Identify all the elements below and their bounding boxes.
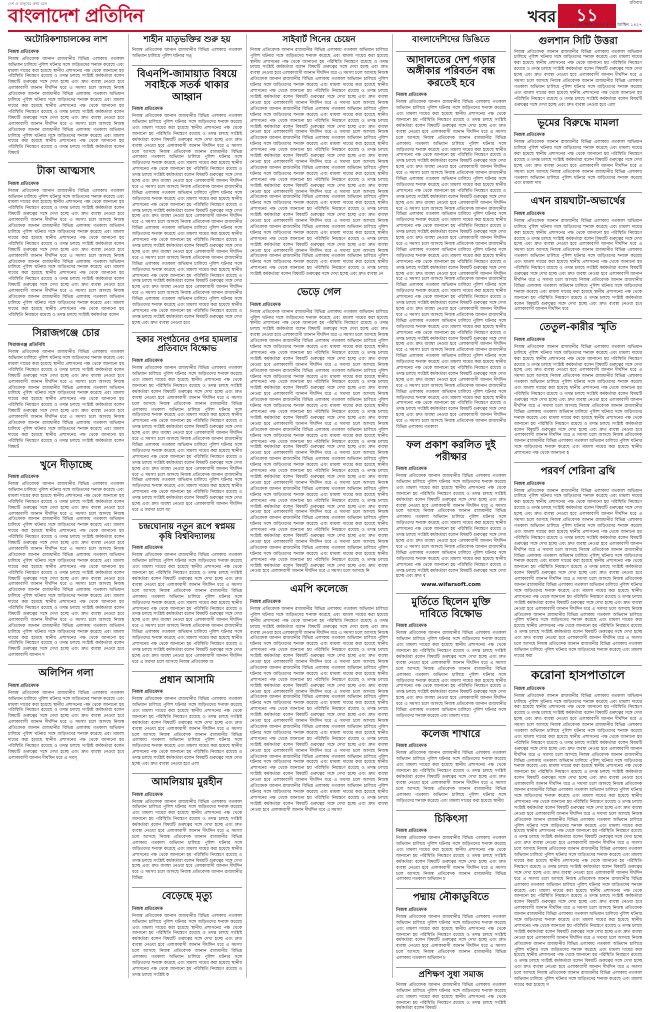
masthead [8, 1, 642, 32]
story-headline: অলিপিন গলা [38, 668, 94, 680]
story-headline: পরবর্ণ শেরিনা ব্রথি [540, 466, 616, 478]
news-story [514, 669, 642, 989]
story-headline: আদালতের দেশ গড়ার অঙ্গীকার পরিবর্তন বন্ধ করতেই হবে [406, 54, 496, 89]
news-story [396, 36, 506, 46]
news-story [132, 523, 242, 666]
story-body: নিজস্ব প্রতিবেদক জানান রাজধানীর বিভিন্ন এলাকায় গতকাল অভিযান চালিয়ে পুলিশ ঘটনার সঙ্গে জড়িতদের শনাক্ত করেছে এবং মামলা দায়ের করা হয়েছে স্থানীয় প্রশাসনের পক্ষ থেকে জানানো হয় পরিস্থিতি নিয়ন্ত্রণে রয়েছে ও তদন্ত চলছে সংশ্লিষ্ট কর্মকর্তারা বলেন বিষয়টি গুরুত্বের সঙ্গে দেখা হচ্ছে এবং দ্রুত ব্যবস্থা নেওয়া হবে এলাকাবাসী জানান দীর্ঘদিন ধরে এ সমস্যা চলে আসছে নিজস্ব প্রতিবেদক জানান রাজধানীর বিভিন্ন এলাকায় গতকাল অভিযান চালিয়ে পুলিশ ঘটনার সঙ্গে জড়িতদের শনাক্ত করেছে এবং মামলা দায়ের করা হয়েছে স্থানীয় প্রশাসনের পক্ষ থেকে জানানো হয় পরিস্থিতি নিয়ন্ত্রণে রয়েছে ও তদন্ত চলছে সংশ্লিষ্ট কর্মকর্তারা বলেন বিষয়টি গুরুত্বের সঙ্গে দেখা হচ্ছে এবং দ্রুত ব্যবস্থা নেওয়া হবে এলাকাবাসী জানান দীর্ঘদিন ধরে এ সমস্যা চলে আসছে নিজস্ব প্রতিবেদক জানান রাজধানীর বিভিন্ন এলাকায় গতকাল অভিযান চালিয়ে পুলিশ ঘটনার সঙ্গে জড়িতদের শনাক্ত করেছে এবং মামলা দায়ের করা হয়েছে স্থানীয় প্রশাসনের পক্ষ থেকে জানানো হয় পরিস্থিতি নিয়ন্ত্রণে রয়েছে ও তদন্ত চলছে সংশ্লিষ্ট কর্মকর্তারা বলেন বিষয়টি গুরুত্বের সঙ্গে দেখা হচ্ছে এবং দ্রুত ব [396, 474, 506, 580]
story-divider [396, 436, 506, 437]
story-byline: নিজস্ব প্রতিবেদক [396, 93, 427, 99]
story-body: নিজস্ব প্রতিবেদক জানান রাজধানীর বিভিন্ন এলাকায় গতকাল অভিযান চালিয়ে পুলিশ ঘটনার সঙ্গে জড়িতদের শনাক্ত করেছে এবং মামলা দায়ের করা হয়েছে স্থানীয় প্রশাসনের পক্ষ থেকে জানানো হয় পরিস্থিতি নিয়ন্ত্রণে রয়েছে ও তদন্ত চলছে সংশ্লিষ্ট কর্মকর্তারা বলেন বিষয়টি গুরুত্বের সঙ্গে দেখা হচ্ছে এবং দ্রুত ব্যবস্থা নেওয়া হবে এলাকাবাসী জানান দীর্ঘদিন ধরে এ সমস্যা চলে আসছে নিজস্ব প্রতিবেদক জানান রাজধানীর বিভিন্ন এলাকায় গতকাল অভিযান চ [396, 914, 506, 962]
story-divider [8, 456, 124, 457]
story-headline: ভেড়ে গেল [296, 287, 342, 299]
story-divider [396, 51, 506, 52]
column-1 [8, 34, 124, 978]
story-body: নিজস্ব প্রতিবেদক জানান রাজধানীর বিভিন্ন এলাকায় গতকাল অভিযান চালিয়ে পুলিশ ঘটনার সঙ্গে জড়িতদের শনাক্ত করেছে এবং মামলা দায়ের করা হয়েছে স্থানীয় প্রশাসনের পক্ষ থেকে জানানো হয় পরিস্থিতি নিয়ন্ত্রণে রয়েছে ও তদন্ত চলছে সংশ্লিষ্ট কর্মকর্তারা বলেন বিষয়টি গুরুত্বের সঙ্গে দেখা হচ্ছে এবং দ্রুত ব্যবস্থা নেওয়া হবে এলাকাবাসী জানান দীর্ঘদিন ধরে এ সমস্যা চলে আসছে নিজস্ব প্রতিবেদক জানান রাজধানীর বিভিন্ন এলাকায় গতকাল অভিযান চালিয়ে পুলিশ ঘটনার সঙ্গে জড়িতদের শনাক্ত করেছে এবং মামলা দায়ের করা হয়েছে স্থানীয় প্রশাসনের পক্ষ থেকে জানানো হয় পরিস্থিতি নিয়ন্ত্রণে রয়েছে ও তদন্ত চলছে সংশ্লিষ্ট কর্মকর্তারা বলেন বিষয়টি গুরুত্বের সঙ্গে দেখা হচ্ছে এবং দ্রুত ব্যবস্থা নেওয়া হবে এলাকাবাসী জানান দীর্ঘদিন ধরে এ সমস্যা চলে আসছে নিজস্ব প্রতিবেদক জানান রাজধানীর বিভিন্ন [132, 799, 242, 882]
story-body: নিজস্ব প্রতিবেদক জানান রাজধানীর বিভিন্ন এলাকায় গতকাল অভিযান চালিয়ে পুলিশ ঘটনার সঙ্গে জড়িতদের শনাক্ত করেছে এবং মামলা দায়ের করা হয়েছে স্থানীয় প্রশাসনের পক্ষ থেকে জানানো হয় পরিস্থিতি নিয়ন্ত্রণে রয়েছে ও তদন্ত চলছে সংশ্লিষ্ট কর্মকর্তারা বলেন বিষয়টি গুরুত্বের সঙ্গে দেখা হচ্ছে এবং দ্রুত ব্যবস্থা নেওয়া হবে এলাকাবাসী জানান দীর্ঘদিন ধরে এ সমস্যা চলে আসছে নিজস্ব প্রতিবেদক জানান রাজধানীর বিভিন্ন এলাকায় গতকাল অভিযান চালিয়ে পুলিশ ঘটনার সঙ্গে জড়িতদের শনাক্ত করেছে এবং মামলা দায়ের করা হয়েছে স্থানীয় প্রশাসনের পক্ষ থেকে জানানো হয় পরিস্থিতি নিয়ন্ত্রণে রয়েছে ও তদন্ত চলছে সংশ্লিষ্ট কর্মকর্তারা বলেন বিষয়টি গুরুত্বের সঙ্গে দেখা হচ্ছে এবং দ্রুত ব্যবস্থা নেওয়া হবে এলাকাবাসী জানান দীর্ঘদিন ধরে এ সমস্যা চলে আসছে নিজস্ব প্রতিবেদক জানান রাজধানীর বিভিন্ন এলাকায় গতকাল অভিযান চালিয়ে পুলিশ ঘটনার সঙ্গে জড়িতদের শনাক্ত করেছে এবং মামলা দায়ের করা হয়েছে স্থানীয় প্রশাসনের পক্ষ থেকে জানানো হয় পরিস্থিতি নিয়ন্ত্রণে রয়েছে ও তদন্ত চলছে সংশ্লিষ্ট কর্মকর্তারা বলেন বিষয়টি গুরুত্বের সঙ্গে দেখা হচ্ছে এবং দ্রুত ব্যবস্থা নেওয়া হবে এলাকাবাসী জানান দীর্ঘদিন ধরে এ সমস্যা চলে আসছে নিজস্ব প্রতিবেদক জানান রাজধানীর বিভিন্ন এলাকায় গতকাল অভিযান চালিয়ে পুলিশ ঘটনার সঙ্গে জড়িতদের শনাক্ত করেছে এবং মামলা দায়ের করা হয়েছে স্থানীয় প্রশাসনের পক্ষ থেকে জানানো হয় পরিস্থিতি নিয়ন্ত্রণে রয়েছে ও তদন্ত চলছে সংশ্লিষ্ট কর্মকর্তারা বলেন বিষয়টি গুরুত্বের সঙ্গে দেখা হচ্ছে এবং দ্রুত ব্যবস্থা নেওয়া হবে এলাকাবাসী জানান দীর্ঘদিন ধরে এ সমস্যা চলে আসছে নিজস্ব প্রতিবেদক জানান রাজধানীর বিভিন্ন এলাকায় গতকাল অভিযান চালিয়ে পুলিশ ঘটনার সঙ্গে জড়িতদের শনাক্ত করেছে এবং মামলা দায়ের করা হয়েছে স্থানীয় প্রশাসনের পক্ষ থেকে জানানো হয় পরিস্থিতি নিয়ন্ত্রণে রয়েছে ও তদন্ত চলছে সংশ্লিষ্ট কর্মকর্তারা বলেন বিষয়টি গুরুত্বের সঙ্গে দেখা হচ্ছে এবং দ্রুত ব্যবস্থা নেওয়া হবে এলাকাবাসী জানান দীর্ঘদিন ধরে এ সমস্যা চলে আসছে নিজস্ব প্রতিবেদক জানান রাজধানীর বিভিন্ন এলাকায় গতকাল অভিযান চালিয়ে পুলিশ ঘটনার সঙ্গে জড়িতদের শনাক্ত করেছে এবং মামলা দায়ের করা [514, 488, 642, 659]
section-title: খবর [527, 7, 556, 26]
story-headline: আমলিয়ায় মুরহীন [151, 777, 223, 789]
story-byline: নিজস্ব প্রতিবেদক [132, 690, 163, 696]
story-divider [396, 593, 506, 594]
story-byline: নিজস্ব প্রতিবেদক [8, 475, 39, 481]
column-3 [250, 34, 388, 978]
story-headline: খুনে দীড়াচ্ছে [40, 459, 92, 471]
story-byline: নিজস্ব প্রতিবেদক [132, 906, 163, 912]
news-story [132, 336, 242, 514]
story-byline: নিজস্ব প্রতিবেদক [250, 302, 281, 308]
column-rule [392, 34, 393, 978]
news-story [132, 777, 242, 882]
story-body: নিজস্ব প্রতিবেদক জানান রাজধানীর বিভিন্ন এলাকায় গতকাল অভিযান চালিয়ে পুলিশ ঘটনার সঙ্ [132, 47, 242, 59]
dateline-date: ২৭ সেপ্টেম্বর ২০২০ | ১২ আশ্বিন ১৪২৭ [569, 23, 642, 28]
news-story [396, 440, 506, 588]
story-divider [132, 671, 242, 672]
story-divider [132, 773, 242, 774]
story-body: নিজস্ব প্রতিবেদক জানান রাজধানীর বিভিন্ন এলাকায় গতকাল অভিযান চালিয়ে পুলিশ ঘটনার সঙ্গে জড়িতদের শনাক্ত করেছে এবং মামলা দায়ের করা হয়েছে স্থানীয় প্রশাসনের পক্ষ থেকে জানানো হয় পরিস্থিতি নিয়ন্ত্রণে রয়েছে ও তদন্ত চলছে সংশ্লিষ্ট কর্মকর্তারা বলেন বিষয়টি গুরুত্বের সঙ্গে দেখা হচ্ছে এবং দ্রুত ব্যবস্থা নেওয়া হবে এলাকাবাসী জানান দীর্ঘদিন ধরে এ সমস্যা চলে আসছে নিজস্ব প্রতিবেদক জানান রাজধানীর বিভিন্ন এলাকায় গতকাল অভিযান চালিয়ে পুলিশ ঘটনার সঙ্গে জড়িতদের শনাক্ত করেছে এবং মামলা দায়ের করা হয়েছে স্থানীয় প্রশাসনের পক্ষ থেকে জানানো হয় পরিস্থিতি নিয়ন্ত্রণে রয়েছে ও তদন্ত চলছে সংশ্লিষ্ট কর্মকর্তারা বলেন বিষয়টি গুরুত্বের সঙ্গে দেখা হচ্ছে এবং দ্রুত ব্যবস্থা নেওয়া হবে এলাকাবাসী জানান দীর্ঘদিন ধরে এ সমস্যা চলে আসছে নিজস্ব প্রতিবেদক জানান রাজধানীর বিভিন্ন এলাকায় গতকাল অভিযান চালিয়ে পুলিশ ঘটনার সঙ্গে জড়িতদের শনাক্ত করেছে এবং মামলা দায়ের করা হয়েছে স্থানীয় প্রশাসনের পক্ষ থেকে জানানো হয় পরিস্থিতি নিয়ন্ত্রণে রয়েছে ও তদন্ত চলছে সংশ্লিষ্ট কর্মকর্তারা বলেন বিষয়টি গুরুত্বের সঙ্গে দেখা হচ্ছে এবং দ্রুত ব্যবস্থা নেওয়া হবে এলাকাবাসী জানান দীর্ঘদিন ধরে এ সমস্যা চলে আসছে নিজস্ব প্রতিবেদক জানান রাজধানীর বিভিন্ন এলাকায় গতকাল অভিযান চালিয়ে পুলিশ ঘটনার সঙ্গে জড়িতদের শনাক্ত করেছে এবং মামলা দায়ের করা হয়েছে স্থানীয় প্রশাসনের পক্ষ থেকে জানানো হয় পরিস্থিতি নিয়ন্ত্রণে রয়েছে ও তদন্ত চলছে সংশ্লিষ্ট কর্মকর্তারা বলেন বিষয়টি গুরুত্বের সঙ্গে দেখা হচ্ছে এবং দ্রুত ব্যবস্থা নেওয়া হবে এলাকাবাসী জানান দীর্ঘদিন ধরে এ সমস্যা চলে আসছে নিজস্ব প্রতিবেদক জানান রাজধানীর বিভিন্ন এলাকায় গতকাল অভিযান চালিয়ে পুলিশ ঘটনার সঙ্গে জড়িতদের শনাক্ত করেছে এবং মামলা দায়ের করা হয়েছে স্থানীয় প্রশাসনের পক্ষ থেকে জানানো হয় পরিস্থিতি নিয়ন্ত্রণে রয়েছে ও তদন্ত চলছে সংশ্লিষ্ট কর্মকর্তারা বলেন বিষয়টি গুরুত্বের সঙ্গে দেখা হচ্ছে এবং দ্রুত ব্যবস্থা নেওয়া হবে এলাকাবাসী জানান দীর্ঘদিন ধরে এ সমস্যা চলে আসছে নিজস্ব প্রতিবেদক জানান রাজধানীর বিভিন্ন এলাকায় গতকাল অভিযান চালিয়ে পুলিশ ঘটনার সঙ্গে জড়িতদের শনাক্ত করেছে এবং মামলা দায়ের করা হয়েছে স্থানীয় প্রশাসনের পক্ষ থেকে জানানো হয় পরিস্থিতি নিয়ন্ত্রণে রয়েছে ও তদন্ত চলছে সংশ্লিষ্ট কর্মকর্তারা বলেন বিষয়টি গুরুত্বের সঙ্গে দেখা হচ্ছে এবং দ্রুত ব্যবস্থা নেওয়া হবে [132, 114, 242, 326]
story-byline: সিরাজগঞ্জ প্রতিনিধি [8, 343, 45, 349]
story-body: নিজস্ব প্রতিবেদক জানান রাজধানীর বিভিন্ন এলাকায় গতকাল অভিযান চালিয়ে পুলিশ ঘটনার সঙ্গে জড়িতদের শনাক্ত করেছে এবং মামলা দায়ের করা হয়েছে স্থানীয় প্রশাসনের পক্ষ থেকে জানানো হয় পরিস্থিতি নিয়ন্ত্রণে রয়েছে ও তদন্ত চলছে সংশ্লিষ্ট কর্মকর্তারা বলেন বিষয়টি গুরুত্বের সঙ্গে দেখা হচ্ছে এবং দ্রুত ব্যবস্থা নেওয়া হবে এলাকাবাসী জানান দীর্ঘদিন ধরে এ সমস্যা চলে আসছে নিজস্ব প্রতিবেদক জানান রাজধানীর বিভিন্ন এলাকায় গতকাল অভিযান চালিয়ে পুলিশ ঘটনার সঙ্গে জড়িতদের শনাক্ত করেছে এবং মামলা দায [514, 140, 642, 187]
story-divider [514, 192, 642, 193]
news-story [8, 668, 124, 761]
page-number-badge: ১১ [558, 4, 616, 28]
story-body: নিজস্ব প্রতিবেদক জানান রাজধানীর বিভিন্ন এলাকায় গতকাল অভিযান চালিয়ে পুলিশ ঘটনার সঙ্গে জড়িতদের শনাক্ত করেছে এবং মামলা দায়ের করা হয়েছে স্থানীয় প্রশাসনের পক্ষ থেকে জানানো হয় পরিস্থিতি নিয়ন্ত্রণে রয়েছে ও তদন্ত চলছে সংশ্লিষ্ট কর্মকর্তারা বলেন বিষয়টি গুরুত্বের সঙ্গে দেখা হচ্ছে এবং দ্রুত ব্যবস্থা নেওয়া হবে এলাকাবাসী জানান দীর্ঘদিন ধরে এ সমস্যা চলে আসছে নিজস্ব প্রতিবেদক জানান রাজধানীর বিভিন্ন এলাকায় গতকাল অভিযান চালিয়ে পুলিশ ঘটনার সঙ্গে জড়িতদের শনাক্ত করেছে এবং মামলা দায়ের করা হয়েছে স্থানীয় প্রশাসনের পক্ষ থেকে জানানো হয় পরিস্থিতি নিয়ন্ত্রণে রয়েছে ও তদন্ত চলছে সংশ্লিষ্ট কর্মকর্তারা বলেন বিষয়টি গুরুত্বের সঙ্গে দেখা হচ্ছে এবং দ্রুত ব্যবস্থা নেওয়া হবে এলাকাবাসী জানান দীর্ঘদিন ধরে এ সমস্যা চলে আসছে নিজস্ব প্রতিবেদক জানান রাজধানীর বিভিন্ন এলাকায় গতকাল অভিযান চালিয়ে পুলিশ ঘটনার সঙ্গে জড়িতদের শনাক্ত করেছে এবং মামলা দায়ে [396, 631, 506, 720]
story-headline: হকার সংগঠনের ওপর হামলার প্রতিবাদে বিক্ষোভ [136, 334, 238, 355]
story-body: নিজস্ব প্রতিবেদক জানান রাজধানীর বিভিন্ন এলাকায় গতকাল অভিযান চালিয়ে পুলিশ ঘটনার সঙ্গে জড়িতদের শনাক্ত করেছে এবং মামলা দায়ের করা হয়েছে স্থানীয় প্রশাসনের পক্ষ থেকে জানানো হয় পরিস্থিতি নিয়ন্ত্রণে রয়েছে ও তদন্ত চলছে সংশ্লিষ্ট কর্মকর্তারা বলেন বিষয়টি গুরুত্বের সঙ্গে দেখা হচ্ছে এবং দ্রুত ব্যবস্থা নেওয়া হবে এলাকাবাসী জানান দীর্ঘদিন ধরে এ সমস্যা চলে আসছে নিজস্ব প্রতিবেদক জানান রাজধানীর বিভিন্ন এলাকায় গতকাল অভিযান চালিয়ে পুলিশ ঘটনার সঙ্গে জড়িতদের শনাক্ত করেছে এবং মামলা দায়ের করা হয়েছে স্থানীয় প্রশাসনের পক্ষ থেকে জানানো হয় পরিস্থিতি নিয়ন্ত্রণে রয়েছে ও তদন্ত চলছে সংশ্লিষ্ট কর্মকর্তারা বলেন বিষয়টি গুরুত্বের সঙ্গে দেখা হচ্ছে এবং দ্রুত ব্যবস্থা নেওয়া হবে এলাকাবাসী জানান দীর্ঘদিন ধরে এ সমস্যা চলে আসছে নিজস্ব প্রতিবেদক জানান রাজধানীর বিভিন্ন এলাকায় গতকাল অভিযান চালিয়ে পুলিশ ঘটনার সঙ্গে জড়িতদের শনাক্ত করেছে এবং মামলা দায়ের করা হয়েছে স্থানীয় প্রশাসনের পক্ষ থেকে জানানো হয় পরিস্থিতি নিয়ন্ত্রণে রয়েছে ও তদন্ত চলছে সংশ্লিষ্ট কর্মকর্তারা বলেন বিষয়টি গুরুত্বের সঙ্গে দেখা হচ্ছে এবং দ্রুত ব্যবস্থা নেওয়া হবে এলাকাবাসী জানান দীর্ঘদিন ধরে এ সমস্যা চলে আসছে নিজস্ব প্রতিবেদক জানান রাজধানীর বিভিন্ন এলাকায় গতকাল অভিযান চালিয়ে পুলিশ ঘটনার সঙ্গে জড়িতদের শনাক্ত করেছে এবং মামলা দায়ের করা হয়েছে স্থানীয় প্রশাসনের পক্ষ থেকে জানানো হয় পরিস্থিতি নিয়ন্ত্রণে রয়েছে ও তদন্ত চলছে সংশ্লিষ্ট কর্মকর্তারা বলেন বিষয়টি গুরুত্বের সঙ্গে দেখা হচ্ছে এবং দ্রুত ব্যবস্থা নেওয়া হবে এলাকাবাসী জানান দীর্ঘদিন ধরে এ সমস্যা চলে আ [132, 366, 242, 513]
story-body: নিজস্ব প্রতিবেদক জানান রাজধানীর বিভিন্ন এলাকায় গতকাল অভিযান চালিয়ে পুলিশ ঘটনার সঙ্গে জড়িতদের শনাক্ত করেছে এবং মামলা দায়ের করা হয়েছে স্থানীয় প্রশাসনের পক্ষ থেকে জানানো হয় পরিস্থিতি নিয়ন্ত্রণে রয়েছে ও তদন্ত চলছে সংশ্লিষ্ট কর্মকর্তারা বলেন বিষয়টি গুরুত্বের সঙ্গে দেখা হচ্ছে এবং দ্রুত ব্যবস্থা নেওয়া হবে এলাকাবাসী জানান দীর্ঘদিন ধরে এ সমস্যা চলে আসছে নিজস্ব প্রতিবেদক জানান রাজধানীর বিভিন্ন এলাকায় গতকাল অভিযান চালিয়ে পুলিশ ঘটনার সঙ্গে জড়িতদের শনাক্ত করেছে এবং মামলা দায়ের করা হয়েছে স্থানীয় প্রশাসনের পক্ষ থেকে জানানো হয় পরিস্থিতি নিয়ন্ত্রণে রয়েছে ও তদন্ত চলছে সংশ্লিষ্ট কর্মকর্তারা বলেন বিষয়টি গুরুত্বের সঙ্গে দেখা হচ্ছে এবং দ্রুত ব্যবস্থা নেওয়া হবে এলাকাবাসী জানান দীর্ঘদিন ধরে এ সমস্যা চলে আসছে নিজস্ব প্রতিবেদক জানান রাজধানীর বিভিন্ন এলাকায় গতকাল অভিযান চালিয়ে পুলিশ ঘটনার সঙ্গে জড়িতদের শনাক্ত করেছে এবং মামলা দায়ের করা হয়েছে স্থানীয় প্রশাসনের পক্ষ থেকে জানানো হয় পরিস্থিতি নিয়ন্ত্রণে রয়েছে ও তদন্ত চলছে সংশ্লিষ্ট কর্মকর্তারা বলেন বিষয়টি গুরুত্বের সঙ্গে দেখা হচ্ছে এবং দ্রুত ব্যবস্থা নেওয়া হবে এলাকাবাসী জানান দীর্ঘদিন ধরে এ সমস্যা চলে আসছে নিজস্ব প্রতিবেদক জানান রাজধানীর বিভিন্ন এলাকায় গতকাল অভিযান চালিয়ে পুলিশ ঘটনার সঙ্গে জড়িতদের শনাক্ত করেছে এবং মামলা দায়ের করা হয়েছে স্থানীয় প্রশাসনের পক্ষ থেকে জানানো হয় পরিস্থিতি নিয়ন্ত্রণে রয়েছে ও তদন্ত চলছে সংশ্লিষ্ট কর্মকর্তারা বলেন বিষয়টি গুরুত্বের সঙ্গে দেখা হচ্ছে এবং দ্রুত ব্যবস্থা নেওয়া হবে এলাকাবাসী জানান দীর্ঘদিন ধরে এ সমস্যা চলে আসছে নিজস্ব প্রতিবেদক জানান রাজধানীর বিভিন্ন এলাকায় গতকাল অভিযান চালিয়ে পুলিশ ঘটনার সঙ্গে জড়িতদের শনাক্ত করেছে এবং মামলা দায়ের করা হয়েছে স্থানীয় প্রশাসনের পক্ষ থেকে জানানো হয় পরিস্থিতি নিয়ন্ত্রণে রয়েছে ও তদন্ত চলছে সংশ্লিষ্ট কর্মকর্তারা বলেন বিষয়টি গুরুত্বের সঙ্গে দেখা হচ্ছে এবং দ্রুত ব্যবস্থা নেওয়া হবে এলাকাবাসী জানান দ [8, 482, 124, 659]
story-byline: নিজস্ব প্রতিবেদক [132, 107, 163, 113]
news-story [396, 597, 506, 720]
story-divider [514, 462, 642, 463]
story-divider [396, 967, 506, 968]
story-divider [8, 162, 124, 163]
story-byline: নিজস্ব প্রতিবেদক [8, 49, 39, 55]
story-body: নিজস্ব প্রতিবেদক জানান রাজধানীর বিভিন্ন এলাকায় গতকাল অভিযান চালিয়ে পুলিশ ঘটনার সঙ্গে জড়িতদের শনাক্ত করেছে এবং মামলা দায়ের করা হয়েছে স্থানীয় প্রশাসনের পক্ষ থেকে জানানো হয় পরিস্থিতি নিয়ন্ত্রণে রয়েছে ও তদন্ত চলছে সংশ্লিষ্ট কর্মকর্তারা বলেন বিষয়টি গুরুত্বের সঙ্গে দেখা হচ্ছে এবং দ্রুত ব্যবস্থা নেওয়া হবে এলাকাবাসী জানান দীর্ঘদিন ধরে এ সমস্যা চলে আসছে নিজস্ব প্রতিবেদক জানান রাজধানীর বিভিন্ন এলাকায় গতকাল অভিযান চ [396, 836, 506, 883]
story-body: নিজস্ব প্রতিবেদক জানান রাজধানীর বিভিন্ন এলাকায় গতকাল অভিযান চালিয়ে পুলিশ ঘটনার সঙ্গে জড়িতদের শনাক্ত করেছে এবং মামলা দায়ের করা হয়েছে স্থানীয় প্রশাসনের পক্ষ থেকে জানানো হয় পরিস্থিতি নিয়ন্ত্রণে রয়েছে ও তদন্ত চলছে সংশ্লিষ্ট কর্মকর্তারা বলেন বিষয়টি গুরুত্বের সঙ্গে দেখা হচ্ছে এবং দ্রুত ব্যবস্থা নেওয়া হবে এলাকাবাসী জানান দীর্ঘদিন ধরে এ সমস্যা চলে আসছে নিজস্ব প্রতিবেদক জানান রাজধানীর বিভিন্ন এলাকায় গতকাল অভিযান চালিয়ে পুলিশ ঘটনার সঙ্গে জড়িতদের শনাক্ত করেছে এবং মামলা দায়ের করা হয়েছে স্থানীয় প্রশাসনের পক্ষ থেকে জানানো হয় পরিস্থিতি নিয়ন্ত্রণে রয়েছে ও তদন্ত চলছে সংশ্লিষ্ট কর্মকর্তারা বলেন বিষয়টি গুরুত্বের সঙ্গে দেখা হচ্ছে এবং দ্রুত ব্যবস্থা নেওয়া হবে এলাকাবাসী জানান দীর্ঘদিন ধরে এ সমস্যা চলে আসছে নিজস্ব প্রতিবেদক জানান রাজধানীর বিভিন্ন এলাকায় গতকাল অভিযান চালিয়ে পুলিশ ঘটনার সঙ্গে জড়িতদের শনাক্ত করেছে এবং মামলা দায়ের করা হয়েছে স্থানীয় প্রশাসনের পক্ষ থেকে জানানো হয় পরিস্থিতি নিয়ন্ত্রণে রয়েছে ও তদন্ত চলছে সংশ্লিষ্ট কর্মকর্তারা বলেন বিষয়ট [8, 350, 124, 450]
news-story [8, 36, 124, 157]
story-headline: মুর্তিতে ছিলেন মুক্তি দাবিতে বিক্ষোভ [411, 597, 491, 620]
news-story [396, 971, 506, 1012]
column-rule [510, 34, 511, 978]
story-divider [514, 665, 642, 666]
story-body: নিজস্ব প্রতিবেদক জানান রাজধানীর বিভিন্ন এলাকায় গতকাল অভিযান চালিয়ে পুলিশ ঘটনার সঙ্গে জড়িতদের শনাক্ত করেছে এবং মামলা দায়ের করা হয়েছে স্থানীয় প্রশাসনের পক্ষ থেকে জানানো হয় পরিস্থিতি নিয়ন্ত্রণে রয়েছে ও তদন্ত চলছে সংশ্লিষ্ট কর্মকর্তারা বলেন বিষয়টি গুরুত্বের সঙ্গে দেখা হচ্ছে এবং দ্রুত ব্যবস্থা নেওয়া হবে এলাকাবাসী জানান দীর্ঘদিন ধরে এ সমস্যা চলে আসছে নিজস্ব প্রতিবেদক জানান রাজধানীর বিভিন্ন এলাকায় গতকাল অভিযান চালিয়ে পুলিশ ঘটনার সঙ্গে জড়িতদের শনাক্ত করেছে এবং মামলা দায়ের করা হয়েছে স্থানীয় প্রশাসনের পক্ষ থেকে জানানো হয় পরিস্থিতি নিয়ন্ত্রণে রয়েছে ও তদন্ত চলছে সংশ্লিষ্ট কর্মকর্তারা বলেন বিষয়টি গুরুত্বের সঙ্গে দেখা হচ্ছে এবং দ্রুত ব্যবস্থা নেওয়া হবে এলা [514, 49, 642, 108]
story-byline: নিজস্ব প্রতিবেদক [514, 211, 545, 217]
story-body: নিজস্ব প্রতিবেদক জানান রাজধানীর বিভিন্ন এলাকায় গতকাল অভিযান চালিয়ে পুলিশ ঘটনার সঙ্গে জড়িতদের শনাক্ত করেছে এবং মামলা দায়ের করা হয়েছে স্থানীয় প্রশাসনের পক্ষ থেকে জানানো হয় পরিস্থিতি নিয়ন্ত্রণে রয়েছে ও তদন্ত চলছে সংশ্লিষ্ট কর্মকর্তারা বলেন বিষয়টি গুরুত্বের সঙ্গে দেখা হচ্ছে এবং দ্রুত ব্যবস্থা নেওয়া হবে এলাকাবাসী জানান দীর্ঘদিন ধরে এ সমস্যা চলে আসছে নিজস্ব প্রতিবেদক জানান রাজধানীর বিভিন্ন এলাকায় গতকাল অভিযান চালিয়ে পুলিশ ঘটনার সঙ্গে জড়িতদের শনাক্ত করেছে এবং মামলা দায়ের করা হয়েছে স্থানীয় প্রশাসনের পক্ষ থেকে জানানো হয় পরিস্থিতি নিয়ন্ত্রণে রয়েছে ও তদন্ত চলছে সংশ্লিষ্ট কর্মকর্তারা বলেন বিষয়টি গুরুত্বের সঙ্গে দেখা হচ্ছে এবং দ্রুত ব্যবস্থা নেওয়া হবে এলাকাবাসী জানান দীর্ঘদিন ধরে এ সমস্যা চলে আসছে নিজস্ব প্রতিবেদক জানান রাজধানীর বিভিন্ন এলাকায় গতকাল অভিযান চালিয়ে পুলিশ ঘটনার সঙ্গে জড়িতদের শনাক্ত করেছে এবং মামলা দায়ের করা হয়েছে স্থানীয় প্রশাসনের পক্ষ থেকে জানানো হয় পরিস্থিতি নিয়ন্ত্রণে রয়েছে ও তদন্ত চলছে সংশ্লিষ্ট কর্মকর্তারা বলেন বিষয়ট [8, 56, 124, 157]
news-story [396, 729, 506, 805]
newspaper-logo: বাংলাদেশ প্রতিদিন [8, 5, 144, 27]
news-story [250, 584, 388, 813]
story-headline: বেড়েছে মৃত্যু [161, 891, 213, 903]
news-story [8, 328, 124, 451]
story-body: নিজস্ব প্রতিবেদক জানান রাজধানীর বিভিন্ন এলাকায় গতকাল অভিযান চালিয়ে পুলিশ ঘটনার সঙ্গে জড়িতদের শনাক্ত করেছে এবং মামলা দায়ের করা হয়েছে স্থানীয় প্রশাসনের পক্ষ থেকে জানানো হয় পরিস্থিতি নিয়ন্ত্রণে রয়েছে ও তদন্ত চলছে সংশ্লিষ্ট কর্মকর্তারা বলেন বিষয়টি গুরুত্বের সঙ্গে দেখা হচ্ছে এবং দ্রুত ব্যবস্থা নেওয়া হবে এলাকাবাসী জানান দীর্ঘদিন ধরে এ সমস্যা চলে আসছে নিজস্ব প্রতিবেদক জানান রাজধানীর বিভিন্ন এলাকায় গতকাল অভিযান চালিয়ে পুলিশ ঘটনার সঙ্গে জড়িতদের শনাক্ত করেছে এবং মামলা দায়ের করা হয়েছে স্থানীয় প্রশাসনের পক্ষ থেকে জানানো হয় পরিস্থিতি নিয়ন্ত্রণে রয়েছে ও তদন্ত চলছে সংশ্লিষ্ট কর্মকর্তারা বলেন বিষয়টি গুরুত্বের সঙ্গে দেখা হচ্ছে এবং দ্রুত ব্যবস্থা নেওয়া হবে এলাকাবাসী জানান দীর্ঘদিন ধরে এ সমস্যা চলে আসছে নিজস্ব প্রতিবেদক জানান রাজধানীর বিভিন্ন এলাকায় গতকাল অভিযান চালিয়ে পুলিশ ঘটনার সঙ্গে জড়িতদের শনাক্ত করেছে এবং মামলা দায়ের করা হয়েছে স্থানীয় প্রশাসনের পক্ষ থেকে জানানো হয় পরিস্থিতি নিয়ন্ত্রণে রয়েছে ও তদন্ত চলছে সংশ্লিষ্ট কর্মকর্তারা বলেন বিষয়টি গুরুত্বের সঙ্গে দেখা হচ্ছে এবং দ্রুত ব্যবস্থা নেওয়া হবে এলাকাবাসী জানান দীর্ঘদিন ধরে এ সমস্যা চলে আসছে নিজস্ব প্রতিবেদক জানান রাজধানীর বিভিন্ন এলাকায় গতকাল অভিযান চালিয়ে পুলিশ ঘটনার সঙ্গে জড়িতদের শনাক্ত করেছে এবং মামলা দায়ের করা হয়েছে স্থানীয় প্রশাসনের পক্ষ থেকে জানানো হয় পরিস্থিতি নিয়ন্ত্রণে রয়েছে ও তদন্ত চলছে সংশ্লিষ্ট কর্মকর্তারা বলেন বিষয়টি গুরুত্বের সঙ্গে দেখা হচ্ছে এবং দ্রুত ব্যবস্থা নেওয়া হবে এলাকাবাসী জানান দীর্ঘদিন ধরে এ সমস্যা চলে আসছে নিজস্ব প্রতিবেদক জানান রাজধানীর বিভিন্ন এলাকায় গতকাল অভিযান চালিয়ে পুলিশ ঘটনার সঙ্গে জড়িতদের শনাক্ত করেছে এবং মামলা দায়ের করা হয়েছে স্থানীয় প্রশাসনের পক্ষ থেকে জানানো হয় পরিস্থিতি নিয়ন্ত্রণে রয়েছে ও তদন্ত চলছে সংশ্লিষ্ট কর্মকর্তারা বলেন বিষয়টি গুরুত্বের সঙ্গে দেখা হচ্ছে এবং দ্রুত ব্যবস্থা নেওয়া হবে এলাকাবাসী জানান দীর্ঘদিন ধরে এ সমস্যা চলে আসছে নিজস্ব প্রতিবেদক জানান রাজধানীর বিভিন্ন এলাকায় গতকাল অভিযান চালিয়ে পুলিশ ঘটনার সঙ্গে জড়িতদের শনাক্ত করেছে এবং মামলা দায়ের করা হয়েছে স্থানীয় প্রশাসনের পক্ষ থেকে জানানো হয় পরিস্থিতি নিয়ন্ত্রণে রয়েছে ও তদন্ত চলছে সংশ্লিষ্ট কর্মকর্তারা বলেন বিষয়টি গুরুত্বের সঙ্গে দেখা হচ্ছে এবং দ্রুত ব্যবস্থা নেওয়া হবে এলাকাবাসী জানান দীর্ঘদিন ধরে এ সমস্যা চলে আসছে নিজস্ব প্রতিবেদক জানান রাজধানীর বিভিন্ন এলাকায় গতকাল অভিযান চালিয়ে পুলিশ ঘটনার সঙ্গে জড়িতদের শনাক্ত করেছে এবং মামলা দায়ের করা হয়েছে স্থানীয় প্রশাসনের পক্ষ থেকে জানানো হয় পরিস্থিতি নিয়ন্ত্রণে রয়েছে ও তদন্ত চলছে সংশ্লিষ্ট কর্মকর্তারা বলেন বিষয়টি গুরুত্বের সঙ্গে দেখা হচ্ছে এবং দ্রুত ব্যবস্থা নেওয়া হবে এলাকাবাসী জানান দীর্ঘদিন ধরে এ সমস্যা চলে আসছে নিজস্ব প্রতিবেদক জানান রাজধানীর বিভিন্ন এলাকায় গতকাল অভিযান চালিয়ে পুলিশ ঘটনার সঙ্গে জড়িতদের শনাক্ত করেছে এবং মামলা দায়ের করা হয়েছে স্থানীয় প্রশাসনের পক্ষ থেকে জানানো হয় পরিস্থিতি নিয়ন্ত্রণে রয়েছে ও তদন্ত চলছে সংশ্লিষ্ট কর্মকর্তারা বলেন বিষয়টি গুরুত্বের সঙ্গে দেখা হচ্ছে এবং দ্রুত ব্যবস্থা নেওয়া হবে এলাকাবাসী জানান দীর্ঘদিন ধরে এ সমস্যা চলে আসছে নিজস্ব প্রতিবেদক জানান রাজধানীর বিভিন্ন এলাকায় গতকাল অভিযান চালিয়ে পুলিশ ঘটনার সঙ্গে জড়িতদের শনাক্ত করেছে এবং মামলা দায়ের করা হয়েছে স্থানীয় প্রশাসনের পক্ষ থেকে জানানো হয় পরিস্থিতি নিয়ন্ত্রণে রয়েছে ও তদন্ত চলছে সংশ্লিষ্ট কর্মকর্তারা বলেন বিষয়টি গুরুত্বের সঙ্গে দেখা হচ্ছে এবং দ্রুত ব্যবস্থা নেওয়া হবে এলাকাবাসী জানান দীর্ঘদিন ধরে এ সমস্যা চলে আসছে নি [250, 309, 388, 575]
story-body: নিজস্ব প্রতিবেদক জানান রাজধানীর বিভিন্ন এলাকায় গতকাল অভিযান চালিয়ে পুলিশ ঘটনার সঙ্গে জড়িতদের শনাক্ত করেছে এবং মামলা দায়ের করা হয়েছে স্থানীয় প্রশাসনের পক্ষ থেকে জানানো হয় পরিস্থিতি নিয়ন্ত্রণে রয়েছে ও তদন্ত চলছে সংশ্লিষ্ট কর্মকর্তারা বলেন বিষয়টি গুরুত্বের সঙ্গে দেখা হচ্ছে এবং দ্রুত ব্যবস্থা নেওয়া হবে এলাকাবাসী জানান দীর্ঘদিন ধরে এ সমস্যা চলে আসছে নিজস্ব প্রতিবেদক জানান রাজধানীর বিভিন্ন এলাকায় গতকাল অভিযান চালিয়ে পুলিশ ঘটনার সঙ্গে জড়িতদের শনাক্ত করেছে এবং মামলা দায়ের করা হয়েছে স্থানীয় প্রশাসনের পক্ষ থেকে জানানো হয় পরিস্থিতি নিয়ন্ত্রণে রয়েছে ও তদন্ত চলছে সংশ্লিষ্ট কর্মকর্তারা বলেন বিষয়টি গুরুত্বের সঙ্গে দেখা হচ্ছে এবং দ্রুত ব্যবস্থা নেওয়া হবে এলা [132, 697, 242, 768]
story-headline: এমপি কলেজে [290, 584, 348, 596]
news-story [396, 814, 506, 884]
story-body: নিজস্ব প্রতিবেদক জানান রাজধানীর বিভিন্ন এলাকায় গতকাল অভিযান চালিয়ে পুলিশ ঘটনার সঙ্গে জড়িতদের শনাক্ত করেছে এবং মামলা দায়ের করা হয়েছে স্থানীয় প্রশাসনের পক্ষ থেকে জানানো হয় পরিস্থিতি নিয়ন্ত্রণে রয়েছে ও তদন্ত চলছে সংশ্লিষ্ট কর্মকর্তারা বলেন বিষয়টি গুরুত্বের সঙ্গে দেখা হচ্ছে এবং দ্রুত ব্যবস্থা নেওয়া হবে এলাকাবাসী জানান দীর্ঘদিন ধরে এ সমস্যা চলে আসছে নিজস্ব প্রতিবেদক জানান রাজধানীর বিভিন্ন এলাকায় গতকাল অভিযান চালিয়ে পুলিশ ঘটনার সঙ্গে জড়িতদের শনাক্ত করেছে এবং মামলা দায়ের করা হয়েছে স্থানীয় প্রশাসনের পক্ষ থেকে জানানো হয় পরিস্থিতি নিয়ন্ত্রণে রয়েছে ও তদন্ত চলছে সংশ্লিষ্ট কর্মকর্তারা বলেন বিষয়টি গুরুত্বের সঙ্গে দেখা হচ্ছে এবং দ্রুত ব্যবস্থা নেওয়া হবে এলাকাবাসী জানান দীর্ঘদিন ধরে এ সমস্যা চলে আসছে নিজস্ব প্রতিবেদক জানান রাজধানীর বিভিন্ন এলাকায় গতকাল অভিযান চালিয়ে পুলিশ ঘটনার সঙ্গে জড়িতদের শনাক্ত করেছে এবং মামলা দায়ের করা হয়েছে স্থানীয় প্রশাসনের পক্ষ থেকে জানানো হয় পরিস্থিতি নিয়ন্ত্রণে রয়েছে ও তদন্ত চলছে সংশ্লিষ্ট কর্মকর্তারা বলেন বিষয়টি গুরুত্বের সঙ্গে দেখা হচ্ছে এবং দ্রুত ব্যবস্থা নেওয়া হবে এলাকাবাসী জানান দীর্ঘদিন ধরে এ সমস্যা চলে আসছে নিজস্ব প্রতিবেদক জানান রাজধানীর বিভিন্ন এলাকায় গতকাল অভিযান চালিয়ে পুলিশ ঘটনার সঙ্গে জড়িতদের শনাক্ত করেছে এবং মামলা দায়ের করা হয়েছে স্থানীয় প্রশাসনের পক্ষ থেকে জানানো হ [514, 344, 642, 457]
news-story [514, 466, 642, 660]
story-body: নিজস্ব প্রতিবেদক জানান রাজধানীর বিভিন্ন এলাকায় গতকাল অভিযান চালিয়ে পুলিশ ঘটনার সঙ্গে জড়িতদের শনাক্ত করেছে এবং মামলা দায়ের করা হয়েছে স্থানীয় প্রশাসনের পক্ষ থেকে জানানো হয় পরিস্থিতি নিয়ন্ত্রণে রয়েছে ও তদন্ত চলছে সংশ্লিষ্ট কর্মকর্তারা বলেন বিষয়টি গুরুত্বের সঙ্গে দেখা হচ্ছে এবং দ্রুত ব্যবস্থা নেওয়া হবে এলাকাবাসী জানান দীর্ঘদিন ধরে এ সমস্যা চলে আসছে নিজস্ব প্রতিবেদক জানান রাজধানীর বিভিন্ন এলাকায় গতকাল অভিযান চালিয়ে পুলিশ ঘটনার সঙ্গে জড়িতদের শনাক্ত করেছে এবং মামলা দায়ের করা হয়েছে স্থানীয় প্রশাসনের পক্ষ থেকে জানানো হয় পরিস্থিতি নিয়ন্ত্রণে রয়েছে ও তদন্ত চলছে সংশ্লিষ্ট কর্মকর্তারা বলেন বিষয়টি গুরুত্বের সঙ্গে দেখা হচ্ছে এবং দ্রুত ব্যবস্থা নেওয়া হবে এলাকাবাসী জানান দীর্ঘদিন ধরে এ সমস্যা চলে আসছে নিজস্ব প্রতিবেদক জানান রাজধানীর বিভিন্ন এলাকায় গতকাল অভিযান চালিয়ে পুলিশ ঘটনার সঙ্গে জড়িতদের শনাক্ত করেছে এবং মামলা দায়ের করা হয়েছে স্থানীয় প্রশাসনের পক্ষ থেকে জানানো হয় পরিস্থিতি নিয়ন্ত্রণে রয়েছে ও তদন্ত চলছে সংশ্লিষ্ট কর্মকর্তারা বলেন বিষয়টি গুরুত্বের সঙ্গে দেখা হচ্ছে এবং দ্রুত ব্যবস্থা নেওয়া হবে এলাকাবাসী জানান দীর্ঘদিন ধরে [514, 218, 642, 313]
story-headline: করোনা হাসপাতালে [531, 667, 625, 682]
story-headline: গুলশান সিটি উত্তরা [538, 36, 618, 47]
story-body: নিজস্ব প্রতিবেদক জানান রাজধানীর বিভিন্ন এলাকায় গতকাল অভিযান চালিয়ে পুলিশ ঘটনার সঙ্গে জড়িতদের শনাক্ত করেছে এবং মামলা দায়ের করা হয়েছে স্থানীয় প্রশাসনের পক্ষ থেকে জানানো হয় পরিস্থিতি নিয়ন্ত্রণে রয়েছে ও তদন্ত চলছে সংশ্লিষ্ট কর্মকর্তারা বলেন বিষয়টি গুরুত্বের সঙ্গে দেখা হচ্ছে এবং দ্রুত ব্যবস্থা নেওয়া হবে এলাকাবাসী জানান দীর্ঘদিন ধরে এ সমস্যা চলে আসছে নিজস্ব প্রতিবেদক জানান রাজধানীর বিভিন্ন এলাকায় গতকাল অভিযান চালিয়ে পুলিশ ঘটনার সঙ্গে জড়িতদের শনাক্ত করেছে এবং মামলা দায়ের করা হয়েছে স্থানীয় প্রশাসনের পক্ষ থেকে জানানো হয় পরিস্থিতি নিয়ন্ত্রণে রয়েছে ও তদন্ত চলছে সংশ্লিষ্ট কর্মকর্তারা বলেন বিষয়টি গুরুত্বের সঙ্গে দেখা হচ্ছে এবং দ্রুত ব্যবস্থা নেওয়া হবে এলাকাবাসী জানান দীর্ঘদিন ধরে এ সমস্যা চলে আসছে নিজস্ব প্রতিবেদক জানান রাজধানীর বিভিন্ন এলাকায় গতকাল অভিযান চালিয়ে পুলিশ ঘটনার সঙ্গে জড়িতদের শনাক্ত করেছে এবং মামলা দায়ের করা হয়েছে স্থানীয় প্রশাসনের পক্ষ থেকে জানানো হয় পরিস্থিতি নিয়ন্ত্রণে রয়েছে ও তদন্ত চলছে সংশ্লিষ্ট কর্মকর্তারা বলেন বিষয়টি গুরুত্বের সঙ্গে দেখা হচ্ছে এবং দ্রুত ব্যবস্থা নেওয়া হবে এলাকাবাসী জানান দীর্ঘদিন ধরে এ সমস্যা চলে আসছে নিজস্ব প্রতিবেদক জ [132, 553, 242, 665]
story-byline: নিজস্ব প্রতিবেদক [8, 181, 39, 187]
news-story [514, 196, 642, 313]
story-divider [250, 580, 388, 581]
story-divider [396, 888, 506, 889]
story-body: নিজস্ব প্রতিবেদক জানান রাজধানীর বিভিন্ন এলাকায় গতকাল অভিযান চালিয়ে পুলিশ ঘটনার সঙ্গে জড়িতদের শনাক্ত করেছে এবং মামলা দায়ের করা হয়েছে স্থানীয় প্রশাসনের পক্ষ থেকে জানানো হয় পরিস্থিতি নিয়ন্ত্রণে রয়েছে ও তদন্ত চলছে সংশ্লিষ্ট কর্মকর্তারা বলেন বিষয়টি গুরুত্বের সঙ্গে দেখা হচ্ছে এবং দ্রুত ব্যবস্থা নেওয়া হবে এলাকাবাসী জানান দীর্ঘদিন ধরে এ সমস্যা চলে আসছে নিজস্ব প্রতিবেদক জানান রাজধানীর বিভিন্ন এলাকায় গতকাল অভিযান চালিয়ে পুলিশ ঘটনার সঙ্গে জড়িতদের শনাক্ত করেছে এবং মামলা দায়ের করা হয়েছে স্থানীয় প্রশাসনের পক্ষ থেকে জানানো হয় পরিস্থিতি নিয়ন্ত্রণে রয়েছে ও তদন্ত চলছে সংশ্লিষ্ট ক [132, 913, 242, 978]
story-headline: শাহীন মাতৃভক্তির শুরু হয় [143, 35, 231, 45]
column-4 [396, 34, 506, 1012]
news-story [396, 892, 506, 962]
story-body: নিজস্ব প্রতিবেদক জানান রাজধানীর বিভিন্ন এলাকায় গতকাল অভিযান চালিয়ে পুলিশ ঘটনার সঙ্গে জড়িতদের শনাক্ত করেছে এবং মামলা দায়ের করা হয়েছে স্থানীয় প্রশাসনের পক্ষ থেকে জানানো হয় পরিস্থিতি নিয়ন্ত্রণে রয়েছে ও তদন্ত চলছে সংশ্লিষ্ট কর্মকর্তারা বলেন বিষয়টি গুরুত্বের সঙ্গে দেখা হচ্ছে এবং দ্রুত ব্যবস্থা নেওয়া হবে এলাকাবাসী জানান দীর্ঘদিন ধরে এ সমস্যা চলে আসছে নিজস্ব প্রতিবেদক জানান রাজধানীর বিভিন্ন এলাকায় গতকাল অভিযান চালিয়ে পুলিশ ঘটনার সঙ্গে জড়িতদের শনাক্ত করেছে এবং মামলা দায়ের করা হয়েছে স্থানীয় প্রশাসনের পক্ষ থেকে জানানো হয় পরিস্থিতি নিয়ন্ত্রণে রয়েছে ও তদন্ত চলছে সংশ্লিষ্ট কর্মকর্তারা বলেন বিষয়টি গুরুত্বের সঙ্গে দেখা হচ্ছে এবং দ্রুত ব্যবস্থা নেওয়া হবে এলাকাবাসী জানান দীর্ঘদিন ধরে এ সমস্যা চলে আসছে নিজস্ব প্রতিবেদক জানান রাজধানীর বিভিন্ন এলাকায় গতকাল অভিযান চালিয়ে পুলিশ ঘটনার সঙ্গে জড়িতদের শনাক্ত করেছে এবং মামলা দায়ের করা হয়েছে স্থানীয় প্রশাসনের পক্ষ থেকে জানানো হয় পরিস্থিতি নিয়ন্ত্রণে রয়েছে ও তদন্ত চলছে সংশ্লিষ্ট কর্মকর্তারা বলেন বিষয়টি গুরুত্বের সঙ্গে দেখা হচ্ছে এবং দ্রুত ব্যবস্থা নেওয়া হবে এলাকাবাসী জানান দীর্ঘদিন ধরে এ সমস্যা চলে আসছে নিজস্ব প্রতিবেদক জানান রাজধানীর বিভিন্ন এলাকায় গতকাল অভিযান চালিয়ে পুলিশ ঘটনার সঙ্গে জড়িতদের শনাক্ত করেছে এবং মামলা দায়ের করা হয়েছে স্থানীয় প্রশাসনের পক্ষ থেকে জানানো হয় পরিস্থিতি নিয়ন্ত্রণে রয়েছে ও তদন্ত চলছে সংশ্লিষ্ট কর্মকর্তারা বলেন বিষয়টি গুরুত্বের সঙ্গে দেখা হচ্ছে এবং দ্রুত ব্যবস্থা নেওয়া হবে এলাকাবাসী জানান দীর্ঘদিন ধরে এ সমস্যা চলে আসছে নিজস্ব প্রতিবেদক জানান রাজধানীর বিভিন্ন এলাকায় গতকাল অভিযান চালিয়ে পুলিশ ঘটনার সঙ্গে জড়িতদের শনাক্ত করেছে এবং মামলা দায়ের করা হয়েছে স্থানীয় প্রশাসনের পক্ষ থেকে জানানো হয় পরিস্থিতি নিয়ন্ত্রণে রয়েছে ও তদন্ত চলছে সংশ্লিষ্ট কর্মকর্তারা বলেন বিষয়টি গুরুত্বের সঙ্গে দেখা হচ্ছে এবং দ্রুত ব্যবস্থা নেওয়া হবে এলাকাবাসী জানান দীর্ঘদিন ধরে এ সমস্যা চলে আসছে নিজস্ব প্রতিবেদক জানান রাজধানীর বিভিন্ন এলাকায় গতকাল অভিযান চালিয়ে পুলিশ ঘটনার সঙ্গে জড়িতদের শনাক্ত করেছে এবং মামলা দায়ের করা হয়েছে স্থানীয় প্রশাসনের পক্ষ থেকে জানানো হয় পরিস্থিতি নিয়ন্ত্রণে রয়েছে ও তদন্ত চলছে সংশ্লিষ্ট কর্মকর্তারা বলেন বিষয়টি গুরুত্বের সঙ্গে দেখা হচ্ছে এবং দ্রুত ব্যবস্থা নেওয়া হবে এলাকাবাসী জানান দীর্ঘদিন ধরে এ সমস্যা চলে আসছে নিজস্ব প্রতিবেদক জানান রাজধানীর বিভিন্ন এলাকায় গতকাল অভিযান চালিয়ে পুলিশ ঘটনার সঙ্গে জড়িতদের শনাক্ত করেছে এবং মামলা দায়ের করা হয়েছে স্থানীয় প্রশাসনের পক্ষ থেকে জানানো হয় পরিস্থিতি নিয়ন্ত্রণে রয়েছে ও তদন্ত চলছে সংশ্লিষ্ট কর্মকর্তারা বলেন বিষয়টি গুরুত্বের সঙ্গে দেখা হচ্ছে এবং দ্রুত ব্যবস্থা নেওয়া হবে এলাকাবাসী জানান দীর্ঘদিন ধরে এ সমস্যা চলে আসছে নিজস্ব প্রতিবেদক জানান রাজধানীর বিভিন্ন এলাকায় গতকাল অভিযান চালিয়ে পুলিশ ঘটনার সঙ্গে জড়িতদের শনাক্ত করেছে এবং মামলা দায়ের করা হয়েছে স্থানীয় প্রশাসনের পক্ষ থেকে জানানো হয় পরিস্থিতি নিয়ন্ত্রণে রয়েছে ও তদন্ত চলছে সংশ্লিষ্ট কর্মকর্তারা বলেন বিষয়টি গুরুত্বের সঙ্গে দেখা হচ্ছে এবং দ্রুত ব্যবস্থা নে [250, 47, 388, 278]
column-5 [514, 34, 642, 989]
news-story [132, 675, 242, 768]
news-story [8, 166, 124, 318]
story-headline: ভূমের বিরুদ্ধে মামলা [537, 117, 619, 129]
column-rule [128, 34, 129, 978]
story-headline: প্রধান আসামি [159, 674, 215, 686]
story-headline: অটোরিকশাচালকের লাশ [24, 35, 108, 45]
story-body: নিজস্ব প্রতিবেদক জানান রাজধানীর বিভিন্ন এলাকায় গতকাল অভিযান চালিয়ে পুলিশ ঘটনার সঙ্গে জড়িতদের শনাক্ত করেছে এবং মামলা দায়ের করা হয়েছে স্থানীয় প্রশাসনের পক্ষ থেকে জানানো হয় পরিস্থিতি নিয়ন্ত্রণে রয়েছে ও তদন্ত চলছে সংশ্লিষ্ট কর্মকর্তারা বলেন বিষয়টি গুরুত্বের সঙ্গে দেখা হচ্ছে এবং দ্রুত ব্যবস্থা নেওয়া হবে এলাকাবাসী জানান দীর্ঘদিন ধরে এ সমস্যা চলে আসছে নিজস্ব প্রতিবেদক জানান রাজধানীর বিভিন্ন এলাকায় গতকাল অভিযান চালিয়ে পুলিশ ঘটনার সঙ্গে জড়িতদের শনাক্ত করেছে এবং মামলা দায়ের করা হয়েছে স্থানীয় প্রশাসনের পক্ষ থেকে জানানো হয় পরিস্থিতি নিয়ন্ত্রণে রয়েছে ও তদন্ত চলছে সংশ্লিষ্ট কর্মকর্তারা বলেন বিষয়টি গুরুত্বের সঙ্গে দেখা হচ্ছে এবং দ্রুত ব্যবস্থা নেওয়া হবে এলাকাবাসী জানান দীর্ঘদিন ধরে এ সমস্ [8, 690, 124, 761]
story-divider [8, 664, 124, 665]
story-byline: নিজস্ব প্রতিবেদক [132, 792, 163, 798]
story-headline: টাকা আত্মসাৎ [37, 166, 95, 178]
story-byline: নিজস্ব প্রতিবেদক [514, 686, 545, 692]
story-headline: চিকিৎসা [434, 813, 468, 825]
story-byline: নিজস্ব প্রতিবেদক [8, 683, 39, 689]
story-body: নিজস্ব প্রতিবেদক জানান রাজধানীর বিভিন্ন এলাকায় গতকাল অভিযান চালিয়ে পুলিশ ঘটনার সঙ্গে জড়িতদের শনাক্ত করেছে এবং মামলা দায়ের করা হয়েছে স্থানীয় প্রশাসনের পক্ষ থেকে জানানো হয় পরিস্থিতি নিয়ন্ত্রণে রয়েছে ও তদন্ত চলছে সংশ্লিষ্ট কর্মকর্তারা বলেন বিষয়টি গুরুত্বের সঙ্গে দেখা হচ্ছে এবং দ্রুত ব্যবস্থা নেওয়া হবে এলাকাবাসী জানান দীর্ঘদিন ধরে এ সমস্যা চলে আসছে নিজস্ব প্রতিবেদক জানান রাজধানীর বিভিন্ন এলাকায় গতকাল অভিযান চালিয়ে পুলিশ ঘটনার সঙ্গে জড়িতদের শনাক্ত করেছে এবং মামলা দায়ের করা হয়েছে স্থানীয় প্রশাসনের পক্ষ থেকে জানানো হয় পরিস্থিতি নিয়ন্ত্রণে রয়েছে ও তদন্ত চলছে সংশ্লিষ্ট কর্মকর্তারা বলেন বিষয়টি গুরুত্বের সঙ্গে দেখা হচ্ছে এবং দ্রুত ব্যবস্থা নেওয়া হবে এলাকাবাসী জানান দীর্ঘদিন ধরে এ সমস্যা চলে আসছে নিজস্ব প্রতিবেদক জানান রাজধানীর বিভিন্ন এলাকায় গতকাল অভিযান চালিয়ে পুলিশ ঘটনার সঙ্গে জড়িতদের শনাক্ত করেছে এবং মামলা দায়ের করা হয়েছে স্থানীয় প্রশাসনের পক্ষ থেকে জানানো হয় পরিস্থিতি নিয়ন্ত্রণে রয়েছে ও তদন্ত চলছে সংশ্লিষ্ট কর্মকর্তারা বলেন বিষয়টি গুরুত্বের সঙ্গে দেখা হচ্ছে এবং দ্রুত ব্যবস্থা নেওয়া হবে এলাকাবাসী জানান দীর্ঘদিন ধরে এ সমস্যা চলে আসছে নিজস্ব প্রতিবেদক জানান রাজধানীর বিভিন্ন এলাকায় গতকাল অভিযান চালিয়ে পুলিশ ঘটনার সঙ্গে জড়িতদের শনাক্ত করেছে এবং মামলা দায়ের করা হয়েছে স্থানীয় প্রশাসনের পক্ষ থেকে জানানো হয় পরিস্থিতি নিয়ন্ত্রণে রয়েছে ও তদন্ত চলছে সংশ্লিষ্ট কর্মকর্তারা বলেন বিষয়টি গুরুত্বের সঙ্গে দেখা হচ্ছে এবং দ্রুত ব্যবস্থা নেওয়া হবে এলাকাবাসী জানান দীর্ঘদিন ধরে এ সমস্যা চলে আসছে নিজস্ব প্রতিবেদক জানান রাজধানীর বিভিন্ন এলাকায় গতকাল অভিযান চালিয়ে পুলিশ ঘটনার সঙ্গে জড়িতদের শনাক্ত করেছে এবং মামলা দায়ের করা হয়েছে স্থানীয় প্রশাসনের পক্ষ থেকে জানানো হয় পরিস্থিতি নিয়ন্ত্রণে রয়েছে ও তদন্ত চলছে সংশ্লিষ্ট কর্মকর্তারা বলেন বিষয়টি গুরুত্বের সঙ্গে দেখা হচ্ছে এবং দ্রুত ব্যবস্থা নেওয়া হবে এলাকাবাসী জানান দীর্ঘদিন ধরে এ সমস্যা চলে আসছে নিজস্ব প্রতিবেদক জানান রাজধানীর বিভিন্ন এলাকায় গতকাল অভিযান চালিয়ে পুলিশ ঘটনার সঙ্গে জড়িতদের শনাক্ত করেছে এবং মামলা দায়ের করা হয়েছে স্থানীয় প্রশাসনের পক্ষ থেকে জানানো হয় পরিস্থিতি নিয়ন্ত্রণে রয়েছে ও তদন্ত চলছে সংশ্লিষ্ট কর্মকর্তারা বলেন বিষয়টি গুরুত্বের সঙ্গে দেখা হচ্ছে এবং দ্রুত ব্যবস্থা নেওয়া হবে এলাকাবাসী জানান দীর্ঘদিন ধরে এ সমস্যা চলে আসছে নিজস্ব প্রতিবেদক জানান রাজধানীর বিভিন্ন এলাকায় গতকাল অভিযান চালিয়ে পুলিশ ঘটনার সঙ্গে জড়িতদের শনাক্ত করেছে এবং মামলা দায়ের করা হয়েছে স্থানীয় প্রশাসনের পক্ষ থেকে জানানো হয় পরিস্থিতি নিয়ন্ত্রণে রয়েছে ও তদন্ত চলছে সংশ্লিষ্ট কর্মকর্তারা বলেন বিষয়টি গুরুত্বের সঙ্গে দেখা হচ্ছে এবং দ্রুত ব্যবস্থা নেওয়া হবে এলাকাবাসী জানান দীর্ঘদিন ধরে এ সমস্যা [250, 606, 388, 813]
story-byline: নিজস্ব প্রতিবেদক [132, 359, 163, 365]
story-headline: ফল প্রকাশ করলিত দুই পরীক্ষার [406, 440, 496, 463]
story-headline: চন্দ্রঘোনায় নতুন রূপে স্বপ্নময় কৃষি বিশ্ববিদ্যালয় [138, 521, 236, 542]
news-story [132, 69, 242, 327]
story-byline: নিজস্ব প্রতিবেদক [396, 744, 427, 750]
news-story [132, 891, 242, 978]
story-headline: বিএনপি-জামায়াত বিষয়ে সবাইকে সতর্ক থাকার আহ্বান [137, 68, 237, 103]
story-divider [514, 114, 642, 115]
news-story [132, 36, 242, 60]
story-divider [132, 887, 242, 888]
story-divider [396, 810, 506, 811]
dateline-day: রবিবার [629, 1, 642, 6]
story-headline: সাইবার্ট গিনের চেয়েন [282, 35, 356, 45]
story-byline: নিজস্ব প্রতিবেদক [132, 546, 163, 552]
story-byline: নিজস্ব প্রতিবেদক [250, 599, 281, 605]
story-headline: তেতুল-কারীর স্মৃতি [539, 322, 617, 334]
story-body: নিজস্ব প্রতিবেদক জানান রাজধানীর বিভিন্ন এলাকায় গতকাল অভিযান চালিয়ে পুলিশ ঘটনার সঙ্গে জড়িতদের শনাক্ত করেছে এবং মামলা দায়ের করা হয়েছে স্থানীয় প্রশাসনের পক্ষ থেকে জানানো হয় পরিস্থিতি নিয়ন্ত্রণে রয়েছে ও তদন্ত চলছে সংশ্লিষ্ট কর্মকর্তারা বলেন বিষয়টি গুরুত্বের সঙ্গে দেখা হচ্ছে এবং দ্রুত ব্যবস্থা নেওয়া হবে এলাকাবাসী জানান দীর্ঘদিন ধরে এ সমস্যা চলে আসছে নিজস্ব প্রতিবেদক জানান রাজধানীর বিভিন্ন এলাকায় গতকাল অভিযান চালিয়ে পুলিশ ঘটনার সঙ্গে জড়িতদের শনাক্ত করেছে এবং মামলা দায়ের করা হয়েছে স্থানীয় [396, 751, 506, 804]
story-headline: পদ্মায় নৌকাডুবিতে [412, 892, 490, 904]
story-divider [132, 332, 242, 333]
story-headline: কলেজ শাখারে [421, 728, 481, 740]
logo-tagline: দেশ ও মানুষের কথা বলে [8, 1, 48, 6]
story-byline: নিজস্ব প্রতিবেদক [514, 481, 545, 487]
column-rule [246, 34, 247, 978]
news-story [514, 36, 642, 109]
story-divider [132, 519, 242, 520]
news-story [396, 55, 506, 431]
story-byline: নিজস্ব প্রতিবেদক [396, 907, 427, 913]
news-story [250, 287, 388, 575]
news-story [514, 118, 642, 188]
story-divider [8, 324, 124, 325]
news-story [514, 322, 642, 457]
story-byline: নিজস্ব প্রতিবেদক [514, 133, 545, 139]
story-divider [396, 725, 506, 726]
story-byline: নিজস্ব প্রতিবেদক [396, 624, 427, 630]
column-2 [132, 34, 242, 978]
news-story [8, 460, 124, 660]
website-url[interactable]: www.wifarsoft.com [421, 582, 481, 589]
story-headline: প্রশিক্ষণ সুধা সমাজ [418, 970, 484, 981]
story-headline: বাংলাদেশিদের ডিঙিতে [412, 35, 490, 45]
story-byline: নিজস্ব প্রতিবেদক [396, 829, 427, 835]
story-body: নিজস্ব প্রতিবেদক জানান রাজধানীর বিভিন্ন এলাকায় গতকাল অভিযান চালিয়ে পুলিশ ঘটনার সঙ্গে জড়িতদের শনাক্ত করেছে এবং মামলা দায়ের করা হয়েছে স্থানীয় প্রশাসনের পক্ষ থেকে জানানো হয় পরিস্থিতি নিয়ন্ত্রণে রয়েছে ও তদন্ত চলছে সংশ্লিষ্ট কর্মকর্তারা বলেন বিষয়ট [396, 982, 506, 1012]
story-divider [514, 318, 642, 319]
story-divider [250, 283, 388, 284]
news-story [250, 36, 388, 278]
story-body: নিজস্ব প্রতিবেদক জানান রাজধানীর বিভিন্ন এলাকায় গতকাল অভিযান চালিয়ে পুলিশ ঘটনার সঙ্গে জড়িতদের শনাক্ত করেছে এবং মামলা দায়ের করা হয়েছে স্থানীয় প্রশাসনের পক্ষ থেকে জানানো হয় পরিস্থিতি নিয়ন্ত্রণে রয়েছে ও তদন্ত চলছে সংশ্লিষ্ট কর্মকর্তারা বলেন বিষয়টি গুরুত্বের সঙ্গে দেখা হচ্ছে এবং দ্রুত ব্যবস্থা নেওয়া হবে এলাকাবাসী জানান দীর্ঘদিন ধরে এ সমস্যা চলে আসছে নিজস্ব প্রতিবেদক জানান রাজধানীর বিভিন্ন এলাকায় গতকাল অভিযান চালিয়ে পুলিশ ঘটনার সঙ্গে জড়িতদের শনাক্ত করেছে এবং মামলা দায়ের করা হয়েছে স্থানীয় প্রশাসনের পক্ষ থেকে জানানো হয় পরিস্থিতি নিয়ন্ত্রণে রয়েছে ও তদন্ত চলছে সংশ্লিষ্ট কর্মকর্তারা বলেন বিষয়টি গুরুত্বের সঙ্গে দেখা হচ্ছে এবং দ্রুত ব্যবস্থা নেওয়া হবে এলাকাবাসী জানান দীর্ঘদিন ধরে এ সমস্যা চলে আসছে নিজস্ব প্রতিবেদক জানান রাজধানীর বিভিন্ন এলাকায় গতকাল অভিযান চালিয়ে পুলিশ ঘটনার সঙ্গে জড়িতদের শনাক্ত করেছে এবং মামলা দায়ের করা হয়েছে স্থানীয় প্রশাসনের পক্ষ থেকে জানানো হয় পরিস্থিতি নিয়ন্ত্রণে রয়েছে ও তদন্ত চলছে সংশ্লিষ্ট কর্মকর্তারা বলেন বিষয়টি গুরুত্বের সঙ্গে দেখা হচ্ছে এবং দ্রুত ব্যবস্থা নেওয়া হবে এলাকাবাসী জানান দীর্ঘদিন ধরে এ সমস্যা চলে আসছে নিজস্ব প্রতিবেদক জানান রাজধানীর বিভিন্ন এলাকায় গতকাল অভিযান চালিয়ে পুলিশ ঘটনার সঙ্গে জড়িতদের শনাক্ত করেছে এবং মামলা দায়ের করা হয়েছে স্থানীয় প্রশাসনের পক্ষ থেকে জানানো হয় পরিস্থিতি নিয়ন্ত্রণে রয়েছে ও তদন্ত চলছে সংশ্লিষ্ট কর্মকর্তারা বলেন বিষয়টি গুরুত্বের সঙ্গে দেখা হচ্ছে এবং দ্রুত ব্যবস্থা নেওয়া হবে এলাকাবাসী জানান দীর্ঘদিন ধরে এ সমস্যা চলে আসছে নিজস্ব প্রতিবেদক জানান রাজধানীর বিভিন্ন এলাকায় গতকাল অভিযান চালিয়ে পুলিশ ঘটনার সঙ্গে জড়িতদের শনাক্ত করেছে এবং মামলা দায়ের করা হয়েছে স্থানীয় প্রশাসনের পক্ষ থেকে জানানো হয় পরিস্থিতি নিয়ন্ত্রণে রয়েছে ও তদন্ত চলছে সংশ্লিষ্ট কর্মকর্তারা বলেন বিষয়টি গুরুত্বের সঙ্গে দেখা হচ্ছে এবং দ্রুত ব্যবস্থা নেওয়া হবে এলাকাবাসী জানান দীর্ঘদিন ধরে এ সমস্যা চলে আসছে নিজস্ব প্রতিবেদক জানান রাজধানীর বিভিন্ন এলাকায় গতকাল অভিযান চালিয়ে পুলিশ ঘটনার সঙ্গে জড়িতদের শনাক্ত করেছে এবং মামলা দায়ের করা হয়েছে স্থানীয় প্রশাসনের পক্ষ থেকে জানানো হয় পরিস্থিতি নিয়ন্ত্রণে রয়েছে ও তদন্ত চলছে সংশ্লিষ্ট কর্মকর্তারা বলেন বিষয়টি গুরুত্বের সঙ্গে দেখা হচ্ছে এবং দ্রুত ব্যবস্থা নেওয়া হবে এলাকাবাসী জানান দীর্ঘদিন ধরে এ সমস্যা চলে আসছে নিজস্ব প্রতিবেদক জানান রাজধানীর বিভিন্ন এলাকায় গতকাল অভিযান চালিয়ে পুলিশ ঘটনার সঙ্গে জড়িতদের শনাক্ত করেছে এবং মামলা দায়ের করা হয়েছে স্থানীয় প্রশাসনের পক্ষ থেকে জানানো হয় পরিস্থিতি নিয়ন্ত্রণে রয়েছে ও তদন্ত চলছে সংশ্লিষ্ট কর্মকর্তারা বলেন বিষয়টি গুরুত্বের সঙ্গে দেখা হচ্ছে এবং দ্রুত ব্যবস্থা নেওয়া হবে এলাকাবাসী জানান দীর্ঘদিন ধরে এ সমস্যা চলে আসছে নিজস্ব প্রতিবেদক জানান রাজধানীর বিভিন্ন এলাকায় গতকাল অভিযান চালিয়ে পুলিশ ঘটনার সঙ্গে জড়িতদের শনাক্ত করেছে এবং মামলা দায়ের করা হয়েছে স্থানীয় প্রশাসনের পক্ষ থেকে জানানো হয় পরিস্থিতি নিয়ন্ত্রণে রয়েছে ও তদন্ত চলছে সংশ্লিষ্ট কর্মকর্তারা বলেন বিষয়টি গুরুত্বের সঙ্গে দেখা হচ্ছে এবং দ্রুত ব্যবস্থা নেওয়া হবে এলাকাবাসী জানান দীর্ঘদিন ধরে এ সমস্যা চলে আসছে নিজস্ব প্রতিবেদক জানান রাজধানীর বিভিন্ন এলাকায় গতকাল অভিযান চালিয়ে পুলিশ ঘটনার সঙ্গে জড়িতদের শনাক্ত করেছে এবং মামলা দায়ের করা হয়েছে স্থানীয় প্রশাসনের পক্ষ থেকে জানানো হয় পরিস্থিতি নিয়ন্ত্রণে রয়েছে ও তদন্ত চলছে সংশ্লিষ্ট কর্মকর্তারা বলেন বিষয়টি গুরুত্বের সঙ্গে দেখা হচ্ছে এবং দ্রুত ব্যবস্থা নেওয়া হবে এলাকাবাসী জানান দীর্ঘদিন ধরে এ সমস্যা চলে আসছে নিজস্ব প্রতিবেদক জানান রাজধানীর বিভিন্ন এলাকায় গতকাল অভিযান চালিয়ে পুলিশ ঘটনার সঙ্গে জড়িতদের শনাক্ত করেছে এবং মামলা দায়ের করা হয়েছে স [514, 693, 642, 989]
story-headline: এখন রায়ঘাটা-অভার্থের [530, 196, 626, 208]
story-byline: নিজস্ব প্রতিবেদক [396, 467, 427, 473]
story-headline: সিরাজগঞ্জে চোর [32, 327, 100, 339]
story-byline: নিজস্ব প্রতিবেদক [514, 337, 545, 343]
story-body: নিজস্ব প্রতিবেদক জানান রাজধানীর বিভিন্ন এলাকায় গতকাল অভিযান চালিয়ে পুলিশ ঘটনার সঙ্গে জড়িতদের শনাক্ত করেছে এবং মামলা দায়ের করা হয়েছে স্থানীয় প্রশাসনের পক্ষ থেকে জানানো হয় পরিস্থিতি নিয়ন্ত্রণে রয়েছে ও তদন্ত চলছে সংশ্লিষ্ট কর্মকর্তারা বলেন বিষয়টি গুরুত্বের সঙ্গে দেখা হচ্ছে এবং দ্রুত ব্যবস্থা নেওয়া হবে এলাকাবাসী জানান দীর্ঘদিন ধরে এ সমস্যা চলে আসছে নিজস্ব প্রতিবেদক জানান রাজধানীর বিভিন্ন এলাকায় গতকাল অভিযান চালিয়ে পুলিশ ঘটনার সঙ্গে জড়িতদের শনাক্ত করেছে এবং মামলা দায়ের করা হয়েছে স্থানীয় প্রশাসনের পক্ষ থেকে জানানো হয় পরিস্থিতি নিয়ন্ত্রণে রয়েছে ও তদন্ত চলছে সংশ্লিষ্ট কর্মকর্তারা বলেন বিষয়টি গুরুত্বের সঙ্গে দেখা হচ্ছে এবং দ্রুত ব্যবস্থা নেওয়া হবে এলাকাবাসী জানান দীর্ঘদিন ধরে এ সমস্যা চলে আসছে নিজস্ব প্রতিবেদক জানান রাজধানীর বিভিন্ন এলাকায় গতকাল অভিযান চালিয়ে পুলিশ ঘটনার সঙ্গে জড়িতদের শনাক্ত করেছে এবং মামলা দায়ের করা হয়েছে স্থানীয় প্রশাসনের পক্ষ থেকে জানানো হয় পরিস্থিতি নিয়ন্ত্রণে রয়েছে ও তদন্ত চলছে সংশ্লিষ্ট কর্মকর্তারা বলেন বিষয়টি গুরুত্বের সঙ্গে দেখা হচ্ছে এবং দ্রুত ব্যবস্থা নেওয়া হবে এলাকাবাসী জানান দীর্ঘদিন ধরে এ সমস্যা চলে আসছে নিজস্ব প্রতিবেদক জানান রাজধানীর বিভিন্ন এলাকায় গতকাল অভিযান চালিয়ে পুলিশ ঘটনার সঙ্গে জড়িতদের শনাক্ত করেছে এবং মামলা দায়ের করা হয়েছে স্থানীয় প্রশাসনের পক্ষ থেকে জানানো হয় পরিস্থিতি নিয়ন্ত্রণে রয়েছে ও তদন্ত চলছে সংশ্লিষ্ট কর্মকর্তারা বলেন [8, 188, 124, 318]
story-divider [132, 65, 242, 66]
story-body: নিজস্ব প্রতিবেদক জানান রাজধানীর বিভিন্ন এলাকায় গতকাল অভিযান চালিয়ে পুলিশ ঘটনার সঙ্গে জড়িতদের শনাক্ত করেছে এবং মামলা দায়ের করা হয়েছে স্থানীয় প্রশাসনের পক্ষ থেকে জানানো হয় পরিস্থিতি নিয়ন্ত্রণে রয়েছে ও তদন্ত চলছে সংশ্লিষ্ট কর্মকর্তারা বলেন বিষয়টি গুরুত্বের সঙ্গে দেখা হচ্ছে এবং দ্রুত ব্যবস্থা নেওয়া হবে এলাকাবাসী জানান দীর্ঘদিন ধরে এ সমস্যা চলে আসছে নিজস্ব প্রতিবেদক জানান রাজধানীর বিভিন্ন এলাকায় গতকাল অভিযান চালিয়ে পুলিশ ঘটনার সঙ্গে জড়িতদের শনাক্ত করেছে এবং মামলা দায়ের করা হয়েছে স্থানীয় প্রশাসনের পক্ষ থেকে জানানো হয় পরিস্থিতি নিয়ন্ত্রণে রয়েছে ও তদন্ত চলছে সংশ্লিষ্ট কর্মকর্তারা বলেন বিষয়টি গুরুত্বের সঙ্গে দেখা হচ্ছে এবং দ্রুত ব্যবস্থা নেওয়া হবে এলাকাবাসী জানান দীর্ঘদিন ধরে এ সমস্যা চলে আসছে নিজস্ব প্রতিবেদক জানান রাজধানীর বিভিন্ন এলাকায় গতকাল অভিযান চালিয়ে পুলিশ ঘটনার সঙ্গে জড়িতদের শনাক্ত করেছে এবং মামলা দায়ের করা হয়েছে স্থানীয় প্রশাসনের পক্ষ থেকে জানানো হয় পরিস্থিতি নিয়ন্ত্রণে রয়েছে ও তদন্ত চলছে সংশ্লিষ্ট কর্মকর্তারা বলেন বিষয়টি গুরুত্বের সঙ্গে দেখা হচ্ছে এবং দ্রুত ব্যবস্থা নেওয়া হবে এলাকাবাসী জানান দীর্ঘদিন ধরে এ সমস্যা চলে আসছে নিজস্ব প্রতিবেদক জানান রাজধানীর বিভিন্ন এলাকায় গতকাল অভিযান চালিয়ে পুলিশ ঘটনার সঙ্গে জড়িতদের শনাক্ত করেছে এবং মামলা দায়ের করা হয়েছে স্থানীয় প্রশাসনের পক্ষ থেকে জানানো হয় পরিস্থিতি নিয়ন্ত্রণে রয়েছে ও তদন্ত চলছে সংশ্লিষ্ট কর্মকর্তারা বলেন বিষয়টি গুরুত্বের সঙ্গে দেখা হচ্ছে এবং দ্রুত ব্যবস্থা নেওয়া হবে এলাকাবাসী জানান দীর্ঘদিন ধরে এ সমস্যা চলে আসছে নিজস্ব প্রতিবেদক জানান রাজধানীর বিভিন্ন এলাকায় গতকাল অভিযান চালিয়ে পুলিশ ঘটনার সঙ্গে জড়িতদের শনাক্ত করেছে এবং মামলা দায়ের করা হয়েছে স্থানীয় প্রশাসনের পক্ষ থেকে জানানো হয় পরিস্থিতি নিয়ন্ত্রণে রয়েছে ও তদন্ত চলছে সংশ্লিষ্ট কর্মকর্তারা বলেন বিষয়টি গুরুত্বের সঙ্গে দেখা হচ্ছে এবং দ্রুত ব্যবস্থা নেওয়া হবে এলাকাবাসী জানান দীর্ঘদিন ধরে এ সমস্যা চলে আসছে নিজস্ব প্রতিবেদক জানান রাজধানীর বিভিন্ন এলাকায় গতকাল অভিযান চালিয়ে পুলিশ ঘটনার সঙ্গে জড়িতদের শনাক্ত করেছে এবং মামলা দায়ের করা হয়েছে স্থানীয় প্রশাসনের পক্ষ থেকে জানানো হয় পরিস্থিতি নিয়ন্ত্রণে রয়েছে ও তদন্ত চলছে সংশ্লিষ্ট কর্মকর্তারা বলেন বিষয়টি গুরুত্বের সঙ্গে দেখা হচ্ছে এবং দ্রুত ব্যবস্থা নেওয়া হবে এলাকাবাসী জানান দীর্ঘদিন ধরে এ সমস্যা চলে আসছে নিজস্ব প্রতিবেদক জানান রাজধানীর বিভিন্ন এলাকায় গতকাল অভিযান চালিয়ে পুলিশ ঘটনার সঙ্গে জড়িতদের শনাক্ত করেছে এবং মামলা দায়ের করা হয়েছে স্থানীয় প্রশাসনের পক্ষ থেকে জানানো হয় পরিস্থিতি নিয়ন্ত্রণে রয়েছে ও তদন্ত চলছে সংশ্লিষ্ট কর্মকর্তারা বলেন বিষয়টি গুরুত্বের সঙ্গে দেখা হচ্ছে এবং দ্রুত ব্যবস্থা নেওয়া হবে এলাকাবাসী জানান দীর্ঘদিন ধরে এ সমস্যা চলে আসছে নিজস্ব প্রতিবেদক জানান রাজধানীর বিভিন্ন এলাকায় গতকাল অভিযান চালিয়ে পুলিশ ঘটনার সঙ্গে জড়িতদের শনাক্ত করেছে এবং মামলা দায়ের করা হয়েছে স্থানীয় প্রশাসনের পক্ষ থেকে জানানো হয় পরিস্থিতি নিয়ন্ত্রণে রয়েছে ও তদন্ত চলছে সংশ্লিষ্ট কর্মকর্তারা বলেন বিষয়টি গুরুত্বের সঙ্গে দেখা হচ্ছে এবং দ্রুত ব্যবস্থা নেওয়া হবে এলাকাবাসী জানান দীর্ঘদিন ধরে এ সমস্যা চলে আসছে নিজস্ব প্রতিবেদক জানান রাজধানীর বিভিন্ন এলাকায় গতকাল অভিযান চালিয়ে পুলিশ ঘটনার সঙ্গে জড়িতদের শনাক্ত করেছে এবং মামলা দায়ের করা হয়েছে স্থানীয় প্রশাসনের পক্ষ থেকে জানানো হয় পরিস্থিতি নিয়ন্ত্রণে রয়েছে ও তদন্ত চলছে সংশ্লিষ্ট কর্মকর্তারা বলেন বিষয়টি গুরুত্বের সঙ্গে দেখা হচ্ছে এবং দ্রুত ব্যবস্থা নেওয়া হবে এলাকাবাসী জানান দীর্ঘদিন ধরে এ সমস্যা চলে আসছে নিজস্ব প্রতিবেদক জানান রাজধানীর বিভিন্ন এলাকায় গতকাল [396, 100, 506, 431]
